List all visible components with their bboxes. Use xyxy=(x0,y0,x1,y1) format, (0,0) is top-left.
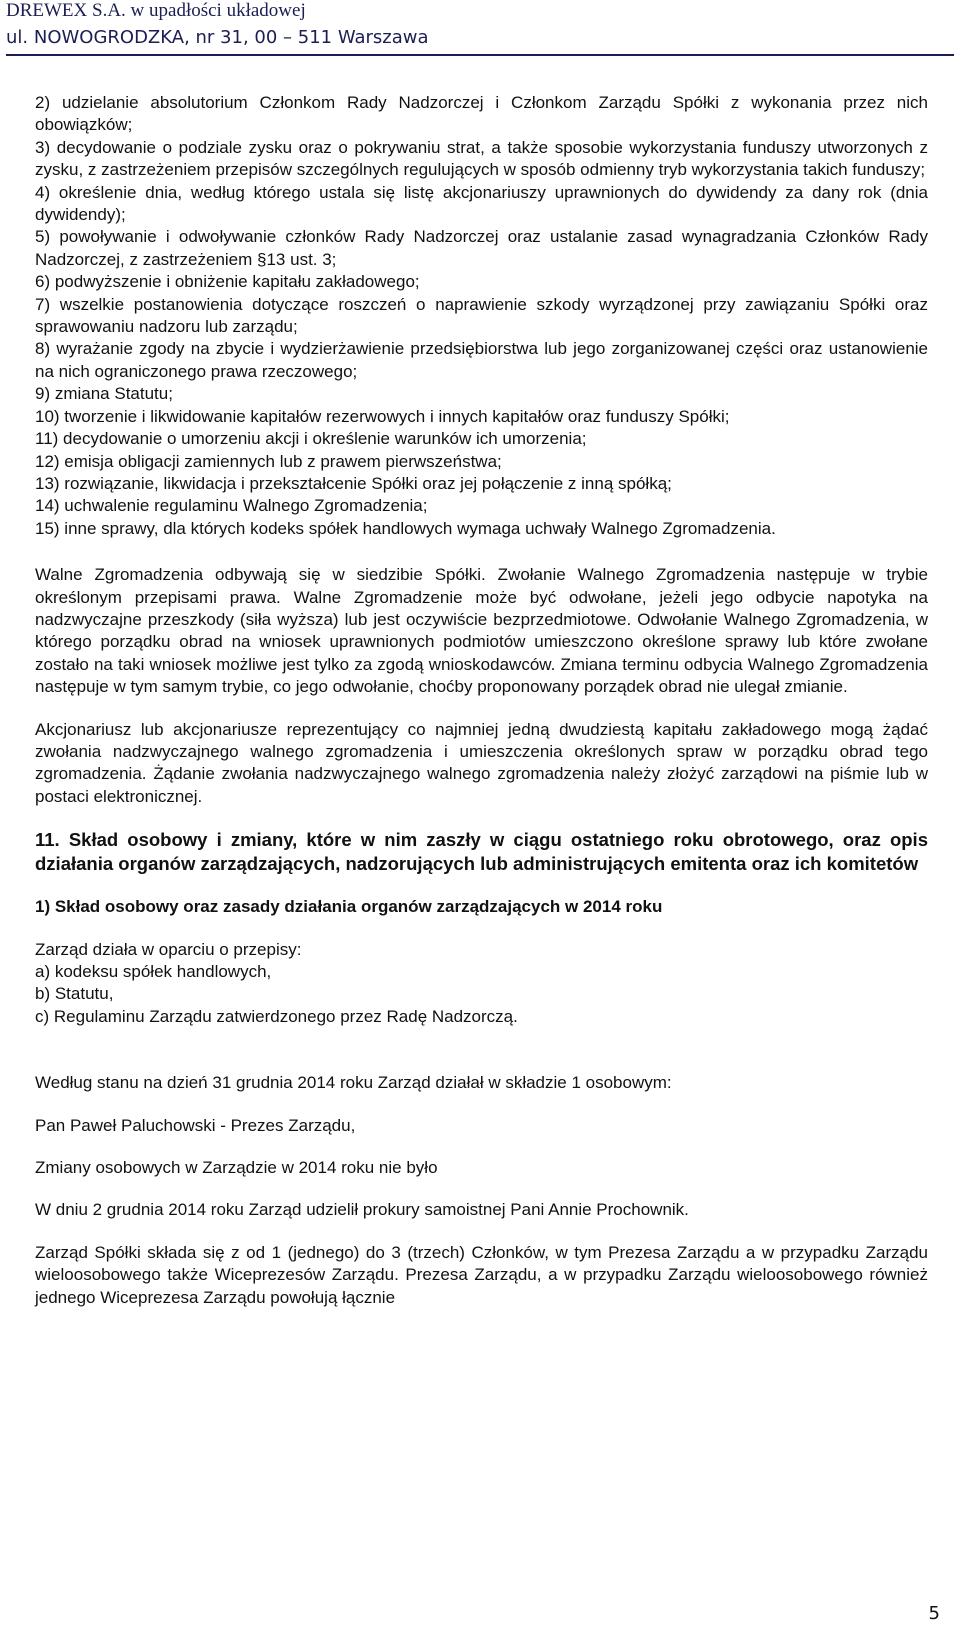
list-item: 4) określenie dnia, według którego ustala się listę akcjonariuszy uprawnionych do dywidendy za dany rok (dnia dywidendy); xyxy=(35,182,928,225)
board-member: Pan Paweł Paluchowski - Prezes Zarządu, xyxy=(35,1115,356,1135)
board-changes: Zmiany osobowych w Zarządzie w 2014 roku nie było xyxy=(35,1158,438,1178)
list-item: 13) rozwiązanie, likwidacja i przekształcenie Spółki oraz jej połączenie z inną spółką; xyxy=(35,473,672,493)
board-composition-paragraph: Zarząd Spółki składa się z od 1 (jednego) do 3 (trzech) Członków, w tym Prezesa Zarządu a w przypadku Zarządu wieloosobowego także Wiceprezesów Zarządu. Prezesa Zarządu, a w przypadku Zarządu wieloosobowego również jednego Wiceprezesa Zarządu powołują łącznie xyxy=(35,1242,928,1307)
list-item: 12) emisja obligacji zamiennych lub z prawem pierwszeństwa; xyxy=(35,451,502,471)
basis-item: b) Statutu, xyxy=(35,984,114,1004)
company-name: DREWEX S.A. w upadłości układowej xyxy=(6,0,306,21)
basis-item: c) Regulaminu Zarządu zatwierdzonego przez Radę Nadzorczą. xyxy=(35,1006,518,1026)
page-header xyxy=(6,0,954,56)
section-heading: 11. Skład osobowy i zmiany, które w nim zaszły w ciągu ostatniego roku obrotowego, oraz opis działania organów zarządzających, nadzorujących lub administrujących emitenta oraz ich komitetów xyxy=(35,829,928,875)
document-body xyxy=(35,92,928,1309)
list-item: 3) decydowanie o podziale zysku oraz o pokrywaniu strat, a także sposobie wykorzystania funduszy utworzonych z zysku, z zastrzeżeniem przepisów szczególnych regulujących w sposób odmienny tryb wykorzystania takich funduszy; xyxy=(35,137,928,180)
basis-intro: Zarząd działa w oparciu o przepisy: xyxy=(35,939,302,959)
list-item: 10) tworzenie i likwidowanie kapitałów rezerwowych i innych kapitałów oraz funduszy Spółki; xyxy=(35,406,730,426)
meetings-paragraph: Walne Zgromadzenia odbywają się w siedzibie Spółki. Zwołanie Walnego Zgromadzenia następuje w trybie określonym przepisami prawa. Walne Zgromadzenie może być odwołane, jeżeli jego odbycie napotyka na nadzwyczajne przeszkody (siła wyższa) lub jest oczywiście bezprzedmiotowe. Odwołanie Walnego Zgromadzenia, w którego porządku obrad na wniosek uprawnionych podmiotów umieszczono określone sprawy lub które zwołane zostało na taki wniosek możliwe jest tylko za zgodą wnioskodawców. Zmiana terminu odbycia Walnego Zgromadzenia następuje w tym samym trybie, co jego odwołanie, choćby proponowany porządek obrad nie ulegał zmianie. xyxy=(35,565,928,697)
page-number: 5 xyxy=(928,1603,940,1624)
list-item: 8) wyrażanie zgody na zbycie i wydzierżawienie przedsiębiorstwa lub jego zorganizowanej części oraz ustanowienie na nich ograniczonego prawa rzeczowego; xyxy=(35,339,928,381)
header-divider xyxy=(6,54,954,56)
proxy-paragraph: W dniu 2 grudnia 2014 roku Zarząd udzielił prokury samoistnej Pani Annie Prochownik. xyxy=(35,1200,689,1220)
list-item: 2) udzielanie absolutorium Członkom Rady Nadzorczej i Członkom Zarządu Spółki z wykonania przez nich obowiązków; xyxy=(35,93,928,135)
list-item: 6) podwyższenie i obniżenie kapitału zakładowego; xyxy=(35,272,420,292)
company-address: ul. NOWOGRODZKA, nr 31, 00 – 511 Warszawa xyxy=(6,27,429,48)
list-item: 14) uchwalenie regulaminu Walnego Zgromadzenia; xyxy=(35,496,428,516)
shareholders-paragraph: Akcjonariusz lub akcjonariusze reprezentujący co najmniej jedną dwudziestą kapitału zakładowego mogą żądać zwołania nadzwyczajnego walnego zgromadzenia i umieszczenia określonych spraw w porządku obrad tego zgromadzenia. Żądanie zwołania nadzwyczajnego walnego zgromadzenia należy złożyć zarządowi na piśmie lub w postaci elektronicznej. xyxy=(35,719,928,806)
basis-item: a) kodeksu spółek handlowych, xyxy=(35,962,272,981)
list-item: 7) wszelkie postanowienia dotyczące roszczeń o naprawienie szkody wyrządzonej przy zawiązaniu Spółki oraz sprawowaniu nadzoru lub zarządu; xyxy=(35,294,928,337)
list-item: 9) zmiana Statutu; xyxy=(35,384,173,404)
subsection-heading: 1) Skład osobowy oraz zasady działania organów zarządzających w 2014 roku xyxy=(35,897,663,917)
list-item: 11) decydowanie o umorzeniu akcji i określenie warunków ich umorzenia; xyxy=(35,429,587,449)
board-state-paragraph: Według stanu na dzień 31 grudnia 2014 roku Zarząd działał w składzie 1 osobowym: xyxy=(35,1073,672,1093)
list-item: 15) inne sprawy, dla których kodeks spółek handlowych wymaga uchwały Walnego Zgromadzenia. xyxy=(35,518,776,538)
list-item: 5) powoływanie i odwoływanie członków Rady Nadzorczej oraz ustalanie zasad wynagradzania Członków Rady Nadzorczej, z zastrzeżeniem §13 ust. 3; xyxy=(35,227,928,269)
resolution-list xyxy=(35,92,928,540)
